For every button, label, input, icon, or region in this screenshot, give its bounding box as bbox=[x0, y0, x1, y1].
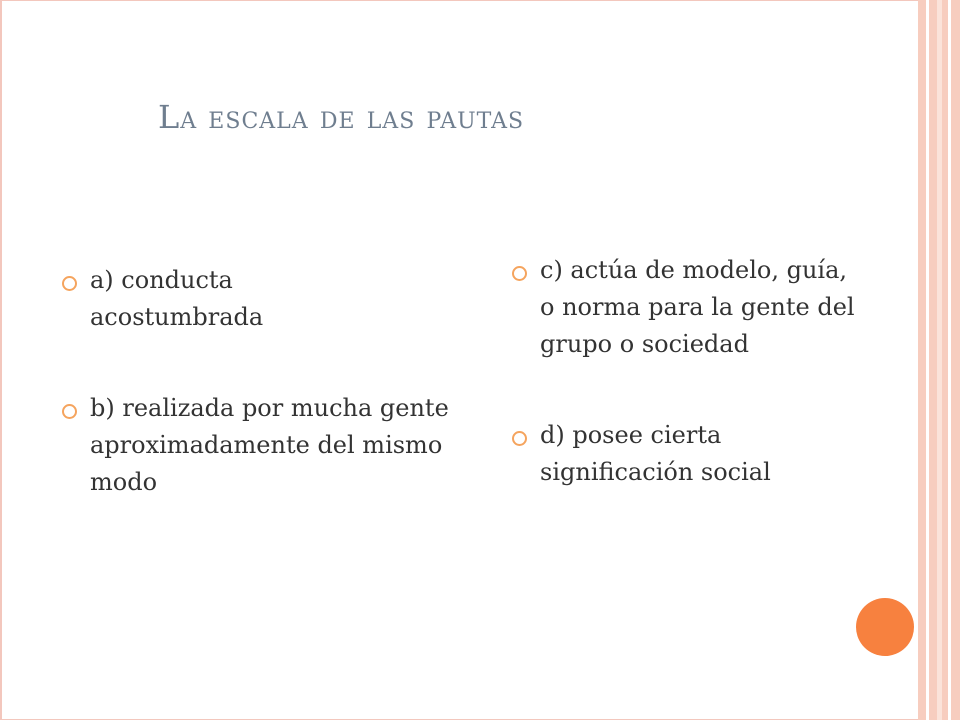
slide-title: La escala de las pautas bbox=[158, 98, 525, 136]
decorative-orange-circle bbox=[856, 598, 914, 656]
list-item-text: b) realizada por mucha gente aproximadamente del mismo modo bbox=[90, 394, 449, 496]
left-column bbox=[62, 262, 449, 501]
bullet-circle-icon bbox=[512, 431, 527, 446]
list-item-text: a) conducta acostumbrada bbox=[90, 266, 264, 331]
list-item-c bbox=[512, 252, 860, 363]
decorative-stripes bbox=[918, 0, 960, 720]
right-column bbox=[512, 252, 892, 491]
bullet-circle-icon bbox=[62, 276, 77, 291]
list-item-d bbox=[512, 417, 860, 491]
bullet-circle-icon bbox=[62, 404, 77, 419]
list-item-b bbox=[62, 390, 450, 501]
bullet-circle-icon bbox=[512, 266, 527, 281]
list-item-text: d) posee cierta significación social bbox=[540, 421, 771, 486]
list-item-text: c) actúa de modelo, guía, o norma para la gente del grupo o sociedad bbox=[540, 256, 855, 358]
list-item-a bbox=[62, 262, 390, 336]
